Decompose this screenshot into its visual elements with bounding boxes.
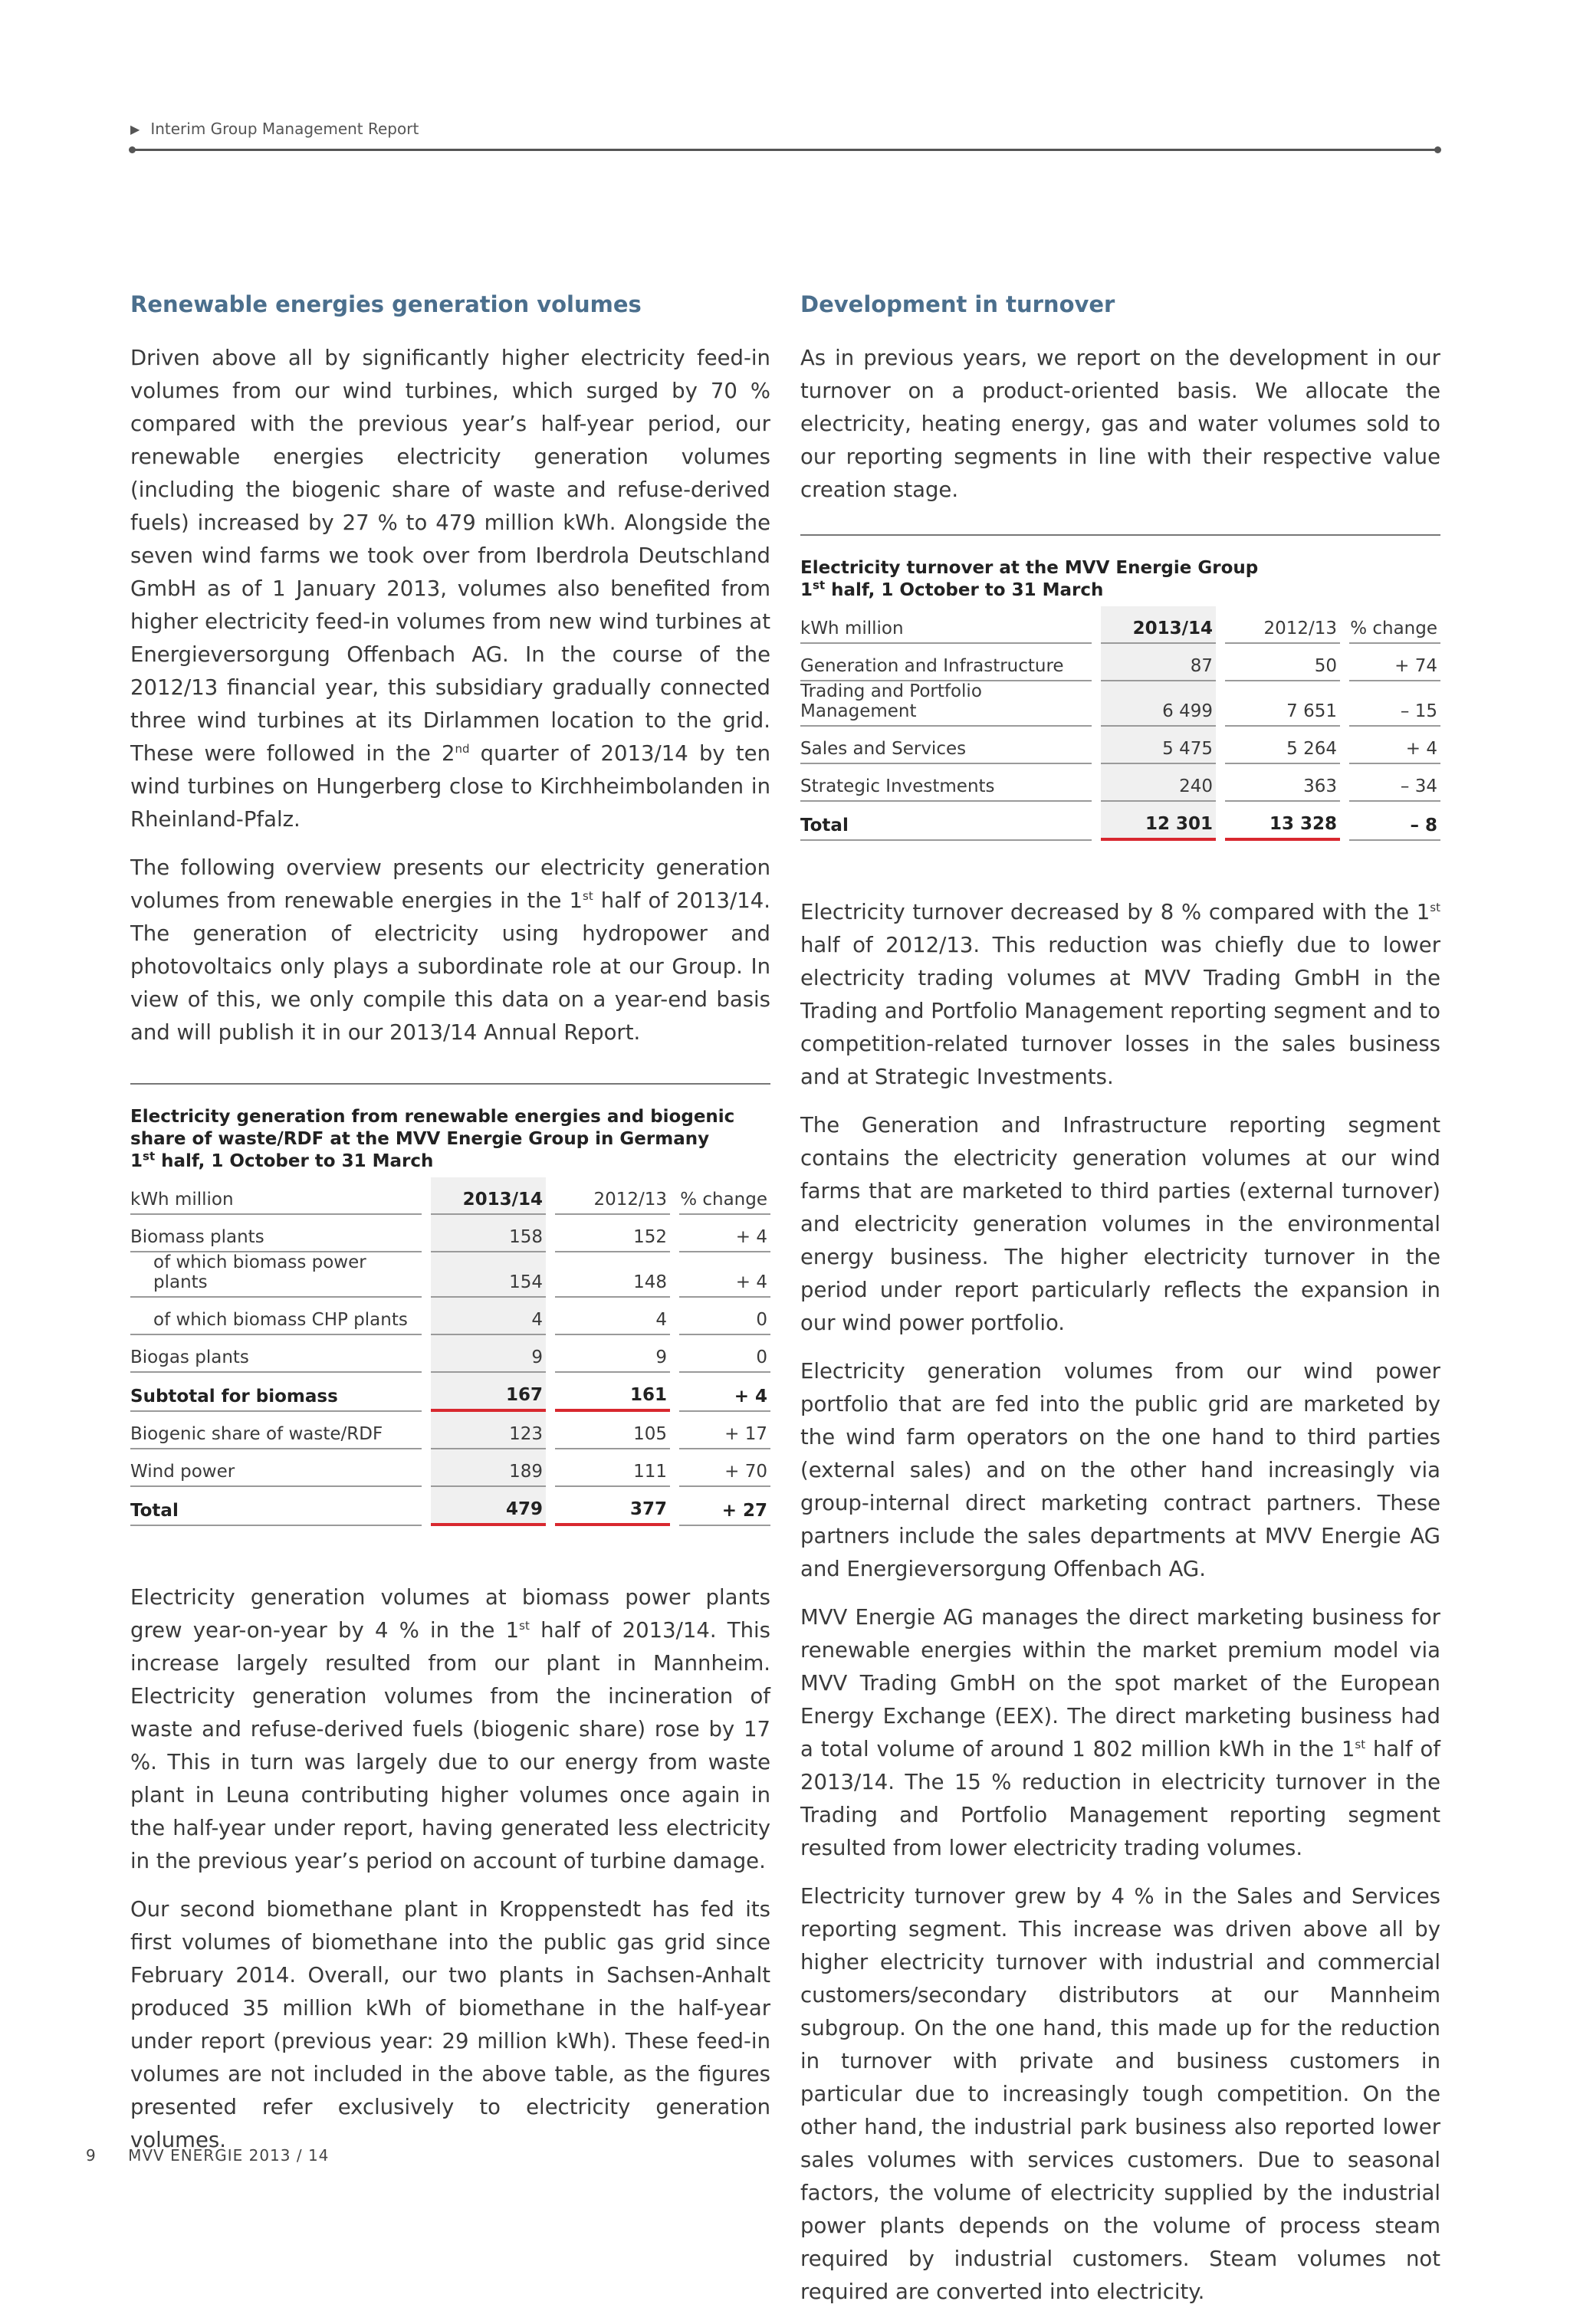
renewables-table [130, 1177, 770, 1526]
right-paragraph-4: Electricity generation volumes from our wind power portfolio that are fed into the public grid are marketed by the wind farm operators on the one hand to third parties (external sales) and on the other hand increasingly via group-internal direct marketing contract partners. These partners include the sales departments at MVV Energie AG and Energieversorgung Offenbach AG. [800, 1359, 1440, 1581]
page-number: 9 [86, 2146, 97, 2165]
right-paragraph-1: As in previous years, we report on the development in our turnover on a product-oriented basis. We allocate the electricity, heating energy, gas and water volumes sold to our reporting segments in line with their respective value creation stage. [800, 346, 1440, 502]
right-column [800, 291, 1440, 2324]
table-subtotal-row: Subtotal for biomass 167 161 + 4 [130, 1373, 770, 1412]
table-row: Biomass plants 158 152 + 4 [130, 1215, 770, 1252]
triangle-right-icon: ▶ [130, 121, 140, 136]
header-breadcrumb [130, 120, 1440, 138]
table-row: Wind power 189 111 + 70 [130, 1449, 770, 1487]
renewables-table-title: Electricity generation from renewable energies and biogenic share of waste/RDF at the MVV Energie Group in Germany 1st half, 1 October to 31 March [130, 1107, 735, 1171]
table-row: Strategic Investments 240 363 – 34 [800, 764, 1440, 802]
table-row: Trading and Portfolio Management 6 499 7 651 – 15 [800, 681, 1440, 727]
right-heading: Development in turnover [800, 291, 1115, 317]
header-section-title: Interim Group Management Report [150, 120, 419, 138]
table-row: Sales and Services 5 475 5 264 + 4 [800, 727, 1440, 764]
right-paragraph-6: Electricity turnover grew by 4 % in the Sales and Services reporting segment. This increase was driven above all by higher electricity turnover with industrial and commercial customers/secondary distributors at our Mannheim subgroup. On the one hand, this made up for the reduction in turnover with private and business customers in particular due to increasingly tough competition. On the other hand, the industrial park business also reported lower sales volumes with services customers. Due to seasonal factors, the volume of electricity supplied by the industrial power plants depends on the volume of process steam required by industrial customers. Steam volumes not required are converted into electricity. [800, 1884, 1440, 2304]
header-rule [130, 149, 1440, 151]
table-row: of which biomass CHP plants 4 4 0 [130, 1298, 770, 1335]
publication-title: MVV ENERGIE 2013 / 14 [128, 2146, 330, 2165]
left-paragraph-4: Our second biomethane plant in Kroppenstedt has fed its first volumes of biomethane into the public gas grid since February 2014. Overall, our two plants in Sachsen-Anhalt produced 35 million kWh of biomethane in the half-year under report (previous year: 29 million kWh). These feed-in volumes are not included in the above table, as the figures presented refer exclusively to electricity generation volumes. [130, 1897, 770, 2152]
turnover-table-block [800, 534, 1440, 841]
left-heading: Renewable energies generation volumes [130, 291, 642, 317]
table-top-rule [130, 1083, 770, 1085]
table-row: Biogas plants 9 9 0 [130, 1335, 770, 1373]
turnover-table [800, 606, 1440, 841]
table-total-row: Total 479 377 + 27 [130, 1487, 770, 1526]
table-total-row: Total 12 301 13 328 – 8 [800, 802, 1440, 841]
renewables-table-block [130, 1083, 770, 1526]
page-footer [86, 2146, 329, 2165]
table-row: Biogenic share of waste/RDF 123 105 + 17 [130, 1412, 770, 1449]
left-paragraph-2: The following overview presents our electricity generation volumes from renewable energies in the 1st half of 2013/14. The generation of electricity using hydropower and photovoltaics only plays a subordinate role at our Group. In view of this, we only compile this data on a year-end basis and will publish it in our 2013/14 Annual Report. [130, 855, 770, 1045]
left-column [130, 291, 770, 2172]
table-top-rule [800, 534, 1440, 536]
right-paragraph-2: Electricity turnover decreased by 8 % compared with the 1st half of 2012/13. This reduction was chiefly due to lower electricity trading volumes at MVV Trading GmbH in the Trading and Portfolio Management reporting segment and to competition-related turnover losses in the sales business and at Strategic Investments. [800, 900, 1440, 1089]
table-row: Generation and Infrastructure 87 50 + 74 [800, 644, 1440, 681]
left-paragraph-1: Driven above all by significantly higher electricity feed-in volumes from our wind turbines, which surged by 70 % compared with the previous year’s half-year period, our renewable energies electricity generation volumes (including the biogenic share of waste and refuse-derived fuels) increased by 27 % to 479 million kWh. Alongside the seven wind farms we took over from Iberdrola Deutschland GmbH as of 1 January 2013, volumes also benefited from higher electricity feed-in volumes from new wind turbines at Energieversorgung Offenbach AG. In the course of the 2012/13 financial year, this subsidiary gradually connected three wind turbines at its Dirlammen location to the grid. These were followed in the 2nd quarter of 2013/14 by ten wind turbines on Hungerberg close to Kirchheimbolanden in Rheinland-Pfalz. [130, 346, 770, 832]
table-row: of which biomass power plants 154 148 + 4 [130, 1252, 770, 1298]
page-header [130, 120, 1440, 138]
left-paragraph-3: Electricity generation volumes at biomass power plants grew year-on-year by 4 % in the 1st half of 2013/14. This increase largely resulted from our plant in Mannheim. Electricity generation volumes from the incineration of waste and refuse-derived fuels (biogenic share) rose by 17 %. This in turn was largely due to our energy from waste plant in Leuna contributing higher volumes once again in the half-year under report, having generated less electricity in the previous year’s period on account of turbine damage. [130, 1585, 770, 1873]
table-header-row: kWh million 2013/14 2012/13 % change [800, 606, 1440, 644]
right-paragraph-5: MVV Energie AG manages the direct marketing business for renewable energies within the market premium model via MVV Trading GmbH on the spot market of the European Energy Exchange (EEX). The direct marketing business had a total volume of around 1 802 million kWh in the 1st half of 2013/14. The 15 % reduction in electricity turnover in the Trading and Portfolio Management reporting segment resulted from lower electricity trading volumes. [800, 1605, 1440, 1860]
turnover-table-title: Electricity turnover at the MVV Energie Group 1st half, 1 October to 31 March [800, 558, 1259, 600]
right-paragraph-3: The Generation and Infrastructure reporting segment contains the electricity generation volumes at our wind farms that are marketed to third parties (external turnover) and electricity generation volumes in the environmental energy business. The higher electricity turnover in the period under report particularly reflects the expansion in our wind power portfolio. [800, 1113, 1440, 1335]
table-header-row: kWh million 2013/14 2012/13 % change [130, 1177, 770, 1215]
